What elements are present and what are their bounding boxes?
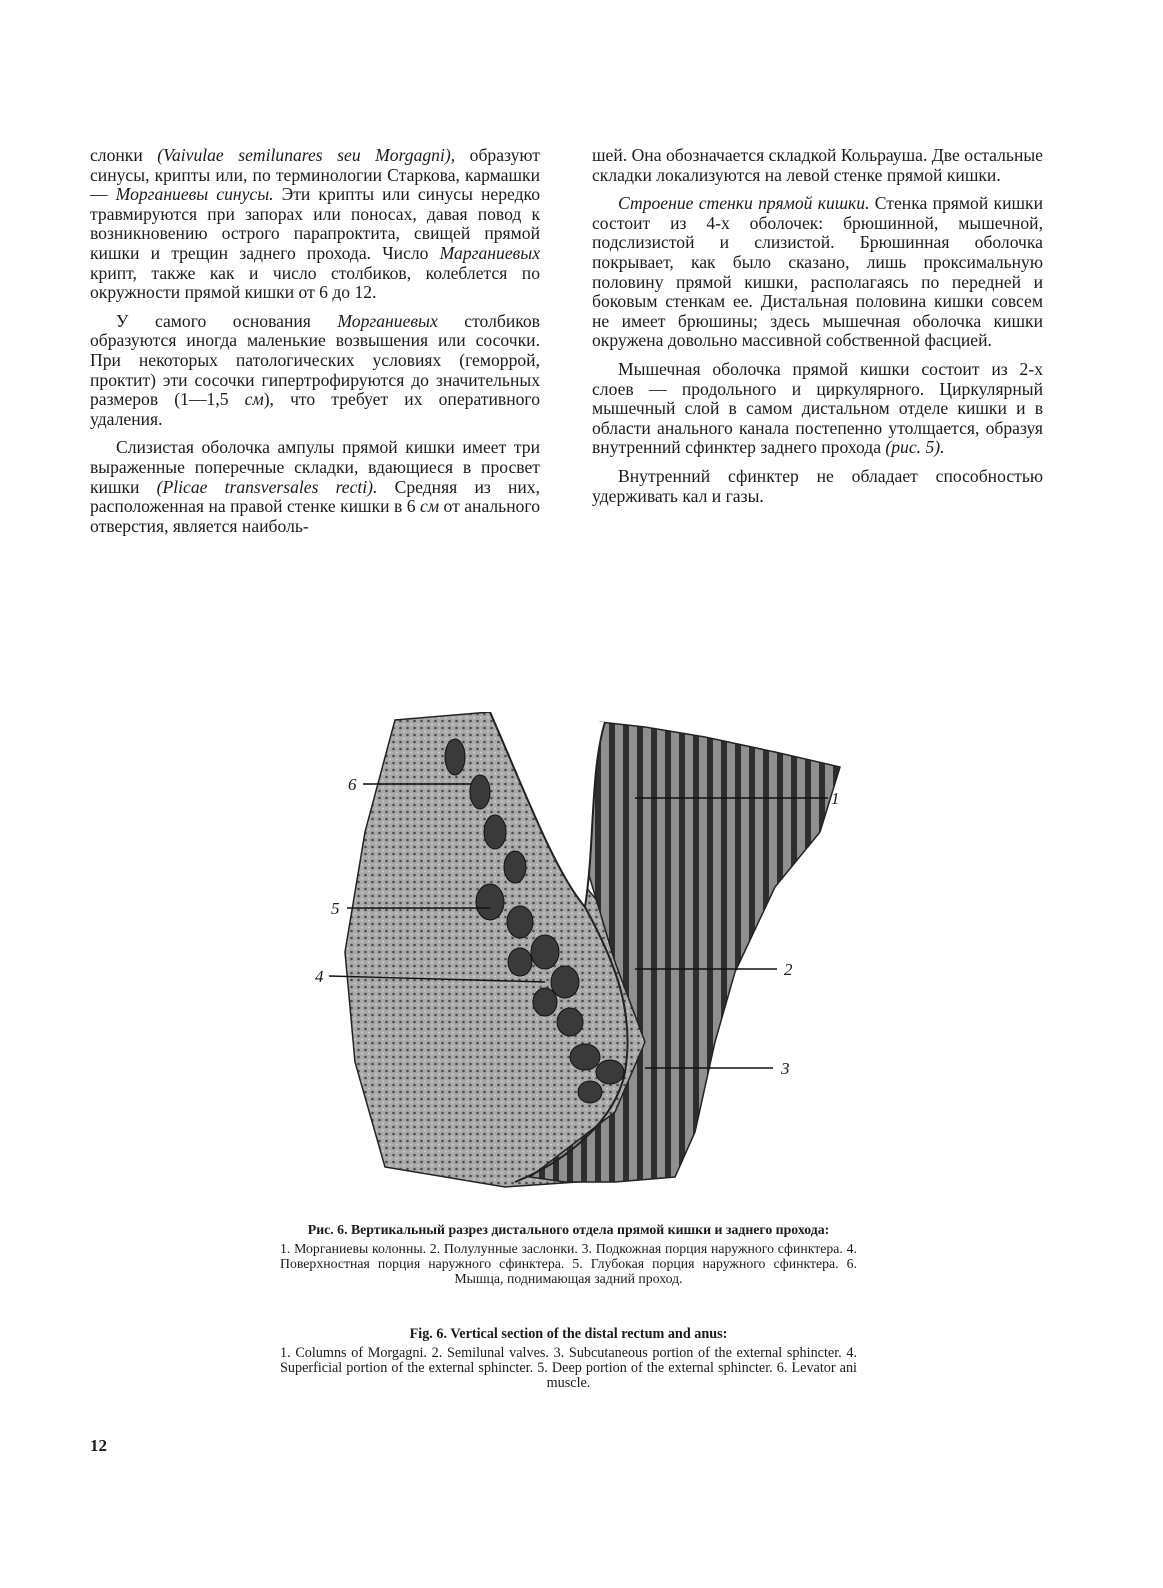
right-text-column — [592, 146, 1043, 515]
caption-english — [280, 1327, 857, 1391]
paragraph: слонки (Vaivulae semilunares seu Morgagni), образуют синусы, крипты или, по терминологии Старкова, кармашки — Морганиевы синусы. Эти крипты или синусы нередко травмируются при запорах или поносах, давая повод к возникновению острого парапроктита, свищей прямой кишки и трещин заднего прохода. Число Марганиевых крипт, также как и число столбиков, колеблется по окружности прямой кишки от 6 до 12. — [90, 145, 540, 303]
caption-title: Fig. 6. Vertical section of the distal rectum and anus: — [409, 1326, 728, 1342]
caption-body: 1. Морганиевы колонны. 2. Полулунные заслонки. 3. Подкожная порция наружного сфинктера. 4. Поверхностная порция наружного сфинктера. 5. Глубокая порция наружного сфинктера. 6. Мышца, поднимающая задний проход. — [280, 1241, 857, 1286]
anatomical-illustration — [315, 712, 855, 1202]
paragraph: шей. Она обозначается складкой Кольрауша. Две остальные складки локализуются на левой стенке прямой кишки. — [592, 145, 1043, 185]
figure-label: 5 — [331, 899, 340, 918]
paragraph: Мышечная оболочка прямой кишки состоит из 2-х слоев — продольного и циркулярного. Циркулярный мышечный слой в самом дистальном отделе кишки и в области анального канала постепенно утолщается, образуя внутренний сфинктер заднего прохода (рис. 5). — [592, 358, 1043, 458]
page-number: 12 — [90, 1436, 107, 1455]
figure-label: 4 — [315, 967, 324, 986]
figure-label: 2 — [784, 960, 793, 979]
caption-body: 1. Columns of Morgagni. 2. Semilunal valves. 3. Subcutaneous portion of the external sphincter. 4. Superficial portion of the external sphincter. 5. Deep portion of the external sphincter. 6. Levator ani muscle. — [280, 1345, 857, 1391]
caption-title: Рис. 6. Вертикальный разрез дистального отдела прямой кишки и заднего прохода: — [307, 1222, 830, 1237]
paragraph: Строение стенки прямой кишки. Стенка прямой кишки состоит из 4-х оболочек: брюшинной, мышечной, подслизистой и слизистой. Брюшинная оболочка покрывает, как было сказано, лишь проксимальную половину прямой кишки, располагаясь по передней и боковым стенкам ее. Дистальная половина кишки совсем не имеет брюшины; здесь мышечная оболочка кишки окружена довольно массивной собственной фасцией. — [592, 193, 1043, 351]
figure-label: 6 — [348, 775, 357, 794]
paragraph: Внутренний сфинктер не обладает способностью удерживать кал и газы. — [592, 465, 1043, 506]
paragraph: Слизистая оболочка ампулы прямой кишки имеет три выраженные поперечные складки, вдающиеся в просвет кишки (Plicae transversales recti). Средняя из них, расположенная на правой стенке кишки в 6 см от анального отверстия, является наиболь- — [90, 437, 540, 536]
figure-label: 3 — [781, 1059, 790, 1078]
paragraph: У самого основания Морганиевых столбиков образуются иногда маленькие возвышения или сосочки. При некоторых патологических условиях (геморрой, проктит) эти сосочки гипертрофируются до значительных размеров (1—1,5 см), что требует их оперативного удаления. — [90, 310, 540, 429]
rectum-section-drawing — [315, 712, 855, 1202]
figure-label: 1 — [831, 789, 840, 808]
left-text-column — [90, 146, 540, 545]
caption-russian — [280, 1222, 857, 1286]
